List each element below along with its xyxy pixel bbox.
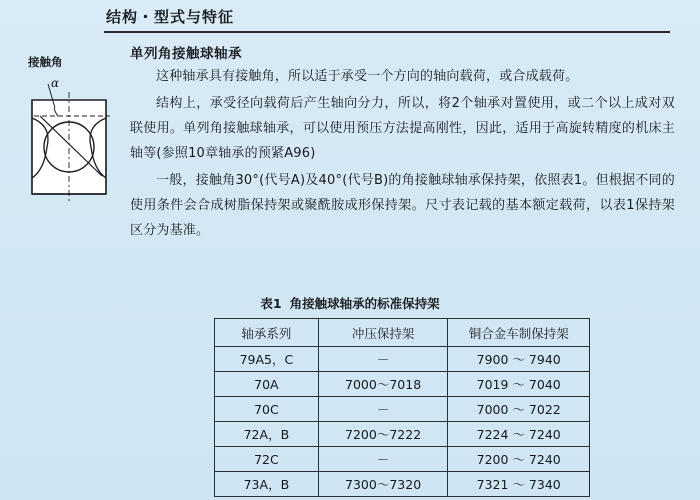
- cell-series: 79A5，C: [215, 347, 319, 372]
- page-header: [0, 0, 700, 36]
- cell-machined: 7321 ～ 7340: [448, 472, 590, 497]
- cell-series: 70C: [215, 397, 319, 422]
- bearing-retainer-table: [214, 318, 590, 497]
- bearing-diagram-svg: [14, 54, 124, 204]
- table-caption-title: 角接触球轴承的标准保持架: [289, 296, 440, 311]
- table-row: [215, 472, 590, 497]
- cell-pressed: 7300～7320: [318, 472, 448, 497]
- paragraph-2: 结构上，承受径向载荷后产生轴向分力，所以，将2个轴承对置使用，或二个以上成对双联使用。单列角接触球轴承，可以使用预压方法提高刚性，因此，适用于高旋转精度的机床主轴等(参照10章轴承的预紧A96): [130, 96, 675, 161]
- bearing-cross-section-figure: [14, 54, 124, 204]
- table-col-header-machined: 铜合金车制保持架: [448, 319, 590, 347]
- cell-series: 72A，B: [215, 422, 319, 447]
- table-row: [215, 447, 590, 472]
- table-header-row: [215, 319, 590, 347]
- paragraph-3: 一般，接触角30°(代号A)及40°(代号B)的角接触球轴承保持架，依照表1。但根据不同的使用条件会合成树脂保持架或聚酰胺成形保持架。尺寸表记载的基本额定载荷，以表1保持架区分为基准。: [130, 173, 675, 238]
- table-row: [215, 372, 590, 397]
- cell-pressed: 7200～7222: [318, 422, 448, 447]
- table-row: [215, 397, 590, 422]
- header-divider: [104, 31, 670, 33]
- table-row: [215, 347, 590, 372]
- paragraph-1: 这种轴承具有接触角，所以适于承受一个方向的轴向载荷，或合成载荷。: [156, 69, 579, 84]
- page-title: 结构・型式与特征: [106, 8, 235, 26]
- cell-machined: 7019 ～ 7040: [448, 372, 590, 397]
- cell-pressed: －: [318, 447, 448, 472]
- section-heading: 单列角接触球轴承: [130, 46, 242, 62]
- cell-pressed: －: [318, 397, 448, 422]
- table-col-header-pressed: 冲压保持架: [318, 319, 448, 347]
- table-caption: [0, 294, 700, 312]
- cell-machined: 7900 ～ 7940: [448, 347, 590, 372]
- table-col-header-series: 轴承系列: [215, 319, 319, 347]
- cell-series: 70A: [215, 372, 319, 397]
- cell-machined: 7200 ～ 7240: [448, 447, 590, 472]
- cell-pressed: －: [318, 347, 448, 372]
- contact-angle-symbol: α: [51, 76, 60, 90]
- table-row: [215, 422, 590, 447]
- figure-label: 接触角: [28, 55, 63, 69]
- cell-series: 73A，B: [215, 472, 319, 497]
- cell-series: 72C: [215, 447, 319, 472]
- cell-pressed: 7000～7018: [318, 372, 448, 397]
- cell-machined: 7000 ～ 7022: [448, 397, 590, 422]
- cell-machined: 7224 ～ 7240: [448, 422, 590, 447]
- table-caption-number: 表1: [260, 296, 282, 311]
- body-text: [130, 64, 675, 245]
